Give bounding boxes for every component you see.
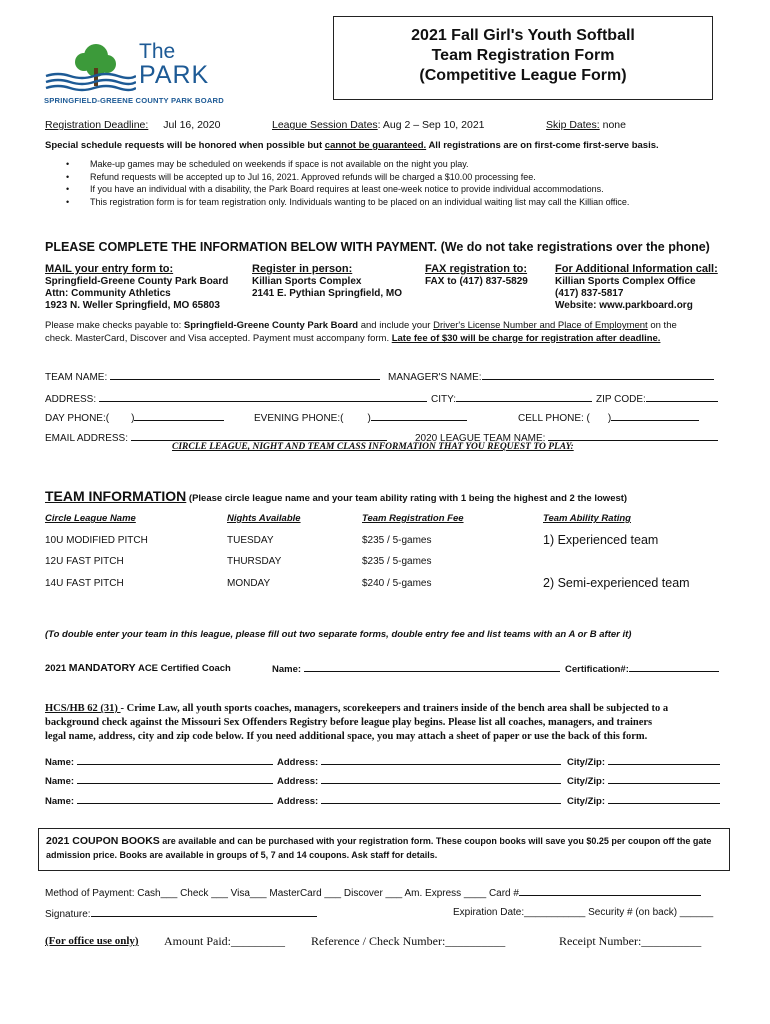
- title-line-3: (Competitive League Form): [419, 67, 627, 84]
- coach-row-2-city[interactable]: [567, 774, 720, 787]
- mail-line: 1923 N. Weller Springfield, MO 65803: [45, 300, 220, 311]
- name-label: Name:: [45, 796, 75, 807]
- info-head: For Additional Information call:: [555, 263, 718, 275]
- mail-column: [45, 263, 228, 312]
- circle-instructions: CIRCLE LEAGUE, NIGHT AND TEAM CLASS INFORMATION THAT YOU REQUEST TO PLAY:: [172, 442, 574, 452]
- title-line-1: 2021 Fall Girl's Youth Softball: [411, 27, 635, 44]
- info-line: Website: www.parkboard.org: [555, 300, 693, 311]
- rating-semi-experienced[interactable]: 2) Semi-experienced team: [543, 576, 690, 590]
- certification-field[interactable]: [565, 662, 719, 675]
- skip-value: none: [599, 119, 626, 131]
- payment-method-field[interactable]: [45, 886, 701, 899]
- address-label: Address:: [277, 796, 319, 807]
- city-zip-input[interactable]: [608, 755, 720, 765]
- day-phone-label: DAY PHONE:(: [45, 413, 110, 424]
- name-label: Name:: [45, 757, 75, 768]
- city-zip-input[interactable]: [608, 774, 720, 784]
- address-input[interactable]: [321, 774, 561, 784]
- info-line: Killian Sports Complex Office: [555, 276, 696, 287]
- mandatory-coach-label: [45, 662, 231, 674]
- name-input[interactable]: [77, 794, 273, 804]
- deadline-value: Jul 16, 2020: [163, 119, 221, 131]
- reference-number: Reference / Check Number:__________: [311, 934, 506, 948]
- certification-label: Certification#:: [565, 664, 629, 675]
- address-label: Address:: [277, 757, 319, 768]
- city-zip-label: City/Zip:: [567, 757, 605, 768]
- info-line: (417) 837-5817: [555, 288, 624, 299]
- coupon-lead: 2021 COUPON BOOKS: [46, 835, 160, 847]
- email-label: EMAIL ADDRESS:: [45, 433, 128, 444]
- coupon-books-box: [38, 828, 730, 871]
- list-item: • Refund requests will be accepted up to Jul 16, 2021. Approved refunds will be charged a $10.00 processing fee.: [66, 171, 629, 184]
- rating-experienced[interactable]: 1) Experienced team: [543, 533, 659, 547]
- city-zip-input[interactable]: [608, 794, 720, 804]
- coach-pre: 2021: [45, 663, 69, 674]
- checks-text: check. MasterCard, Discover and Visa accepted. Payment must accompany form.: [45, 332, 392, 344]
- crime-law-line: - Crime Law, all youth sports coaches, managers, scorekeepers and trainers inside of the bench area shall be subjected to a: [120, 703, 669, 714]
- address-input[interactable]: [321, 755, 561, 765]
- crime-law-line: background check against the Missouri Sex Offenders Registry before league play begins. Please list all coaches, managers, and trainers: [45, 717, 653, 728]
- double-entry-note: (To double enter your team in this league, please fill out two separate forms, double entry fee and list teams with an A or B after it): [45, 629, 632, 640]
- session-value: : Aug 2 – Sep 10, 2021: [377, 119, 485, 131]
- skip-dates: [546, 119, 626, 131]
- city-input[interactable]: [456, 392, 592, 402]
- team-info-header: [45, 488, 627, 504]
- night-thursday[interactable]: THURSDAY: [227, 556, 282, 567]
- manager-name-label: MANAGER'S NAME:: [388, 372, 482, 383]
- evening-phone-field[interactable]: [254, 411, 467, 424]
- address-label: Address:: [277, 776, 319, 787]
- day-phone-input[interactable]: [134, 411, 224, 421]
- session-label: League Session Dates: [272, 119, 378, 131]
- list-item: • If you have an individual with a disability, the Park Board requires at least one-week notice to provide individual accommodations.: [66, 183, 629, 196]
- deadline-label: Registration Deadline:: [45, 119, 149, 131]
- city-zip-label: City/Zip:: [567, 796, 605, 807]
- city-zip-label: City/Zip:: [567, 776, 605, 787]
- form-title-box: [333, 16, 713, 100]
- mail-line: Attn: Community Athletics: [45, 288, 171, 299]
- coach-post: ACE Certified Coach: [135, 663, 231, 674]
- certification-input[interactable]: [629, 662, 719, 672]
- coach-mandatory: MANDATORY: [68, 662, 136, 674]
- crime-law-ref: HCS/HB 62 (31): [45, 703, 121, 714]
- signature-label: Signature:: [45, 909, 91, 920]
- league-team-input[interactable]: [548, 431, 718, 441]
- crime-law-line: legal name, address, city and zip code below. If you need additional space, you may attach a sheet of paper or use the back of this form.: [45, 731, 648, 742]
- team-info-title: TEAM INFORMATION: [45, 488, 187, 504]
- person-head: Register in person:: [252, 263, 353, 275]
- late-fee-note: Late fee of $30 will be charge for registration after deadline.: [391, 332, 661, 344]
- fee-14u: $240 / 5-games: [362, 578, 432, 589]
- info-column: [555, 263, 718, 312]
- signature-field[interactable]: [45, 907, 317, 920]
- team-info-subtitle: (Please circle league name and your team ability rating with 1 being the highest and 2 the lowest): [186, 493, 628, 504]
- coach-row-1-address[interactable]: [277, 755, 561, 768]
- mail-line: Springfield-Greene County Park Board: [45, 276, 229, 287]
- coach-row-2-name[interactable]: [45, 774, 273, 787]
- crime-law-paragraph: [45, 702, 668, 744]
- league-14u[interactable]: 14U FAST PITCH: [45, 578, 124, 589]
- coach-name-label: Name:: [272, 664, 302, 675]
- paren: ): [607, 413, 612, 424]
- checks-text: and include your: [358, 320, 434, 331]
- city-label: CITY:: [431, 394, 457, 405]
- manager-name-field[interactable]: [388, 370, 714, 383]
- team-name-label: TEAM NAME:: [45, 372, 108, 383]
- receipt-number: Receipt Number:__________: [559, 934, 702, 948]
- email-input[interactable]: [131, 431, 387, 441]
- evening-phone-input[interactable]: [371, 411, 467, 421]
- fax-column: [425, 263, 528, 288]
- league-10u[interactable]: 10U MODIFIED PITCH: [45, 535, 148, 546]
- session-dates: [272, 119, 485, 131]
- cell-phone-field[interactable]: [518, 411, 699, 424]
- address-input[interactable]: [99, 392, 427, 402]
- address-input[interactable]: [321, 794, 561, 804]
- checks-text: on the: [647, 320, 677, 331]
- zip-field[interactable]: [596, 392, 718, 405]
- coach-row-2-address[interactable]: [277, 774, 561, 787]
- special-requests-note: [45, 140, 659, 151]
- park-board-logo: [44, 40, 229, 108]
- header-rating: Team Ability Rating: [543, 513, 631, 524]
- paren: ): [367, 413, 371, 424]
- fee-10u: $235 / 5-games: [362, 535, 432, 546]
- league-team-label: 2020 LEAGUE TEAM NAME:: [415, 433, 546, 444]
- in-person-column: [252, 263, 402, 300]
- header-league: Circle League Name: [45, 513, 136, 524]
- header-nights: Nights Available: [227, 513, 301, 524]
- expiration-text: Expiration Date:___________ Security # (on back) ______: [453, 907, 714, 918]
- logo-the-text: The: [139, 40, 176, 63]
- complete-info-header: PLEASE COMPLETE THE INFORMATION BELOW WITH PAYMENT. (We do not take registrations over the phone): [45, 240, 710, 254]
- coach-row-3-address[interactable]: [277, 794, 561, 807]
- coupon-text: are available and can be purchased with your registration form. These coupon books will save you $0.25 per coupon off the gate admission price. Books are available in groups of 5, 7 and 14 coupons. Ask staff for details.: [46, 836, 712, 860]
- rules-list: [66, 158, 629, 208]
- person-line: 2141 E. Pythian Springfield, MO: [252, 288, 403, 299]
- night-monday[interactable]: MONDAY: [227, 578, 271, 589]
- team-name-field[interactable]: [45, 370, 380, 383]
- office-use-label: (For office use only): [45, 935, 139, 947]
- person-line: Killian Sports Complex: [252, 276, 362, 287]
- zip-label: ZIP CODE:: [596, 394, 646, 405]
- fax-head: FAX registration to:: [425, 263, 528, 275]
- city-field[interactable]: [431, 392, 592, 405]
- night-tuesday[interactable]: TUESDAY: [227, 535, 274, 546]
- team-name-input[interactable]: [110, 370, 380, 380]
- cell-phone-label: CELL PHONE: (: [518, 413, 590, 424]
- address-label: ADDRESS:: [45, 394, 97, 405]
- cell-phone-input[interactable]: [611, 411, 699, 421]
- coach-name-input[interactable]: [304, 662, 560, 672]
- checks-payee: Springfield-Greene County Park Board: [183, 320, 359, 331]
- card-number-input[interactable]: [519, 886, 701, 896]
- title-line-2: Team Registration Form: [431, 47, 615, 64]
- tree-waves-icon: [44, 40, 136, 96]
- logo-park-text: PARK: [139, 61, 210, 89]
- special-pre: Special schedule requests will be honored when possible but: [45, 140, 325, 151]
- name-input[interactable]: [77, 755, 273, 765]
- evening-phone-label: EVENING PHONE:(: [254, 413, 344, 424]
- coach-row-3-name[interactable]: [45, 794, 273, 807]
- signature-input[interactable]: [91, 907, 317, 917]
- amount-paid: Amount Paid:_________: [164, 934, 286, 948]
- registration-deadline: [45, 119, 220, 131]
- coach-row-1-city[interactable]: [567, 755, 720, 768]
- coach-row-1-name[interactable]: [45, 755, 273, 768]
- payment-method-text: Method of Payment: Cash___ Check ___ Visa___ MasterCard ___ Discover ___ Am. Express ____ Card #: [45, 888, 519, 899]
- name-label: Name:: [45, 776, 75, 787]
- name-input[interactable]: [77, 774, 273, 784]
- coach-row-3-city[interactable]: [567, 794, 720, 807]
- mail-head: MAIL your entry form to:: [45, 263, 174, 275]
- fee-12u: $235 / 5-games: [362, 556, 432, 567]
- day-phone-field[interactable]: [45, 411, 224, 424]
- fax-line: FAX to (417) 837-5829: [425, 276, 528, 287]
- logo-board-text: SPRINGFIELD-GREENE COUNTY PARK BOARD: [44, 96, 224, 105]
- list-item: • This registration form is for team registration only. Individuals wanting to be placed on an individual waiting list may call the Killian office.: [66, 196, 629, 209]
- header-fee: Team Registration Fee: [362, 513, 464, 524]
- special-post: All registrations are on first-come first-serve basis.: [426, 140, 659, 151]
- special-underline: cannot be guaranteed.: [324, 140, 427, 151]
- paren: ): [131, 413, 135, 424]
- checks-license: Driver's License Number and Place of Employment: [433, 320, 648, 331]
- checks-text: Please make checks payable to:: [45, 320, 184, 331]
- expiration-field[interactable]: [453, 907, 713, 918]
- manager-name-input[interactable]: [482, 370, 714, 380]
- league-12u[interactable]: 12U FAST PITCH: [45, 556, 124, 567]
- payment-instructions: [45, 320, 677, 345]
- coach-name-field[interactable]: [272, 662, 560, 675]
- list-item: • Make-up games may be scheduled on weekends if space is not available on the night you play.: [66, 158, 629, 171]
- skip-label: Skip Dates:: [546, 119, 600, 131]
- zip-input[interactable]: [646, 392, 718, 402]
- address-field[interactable]: [45, 392, 427, 405]
